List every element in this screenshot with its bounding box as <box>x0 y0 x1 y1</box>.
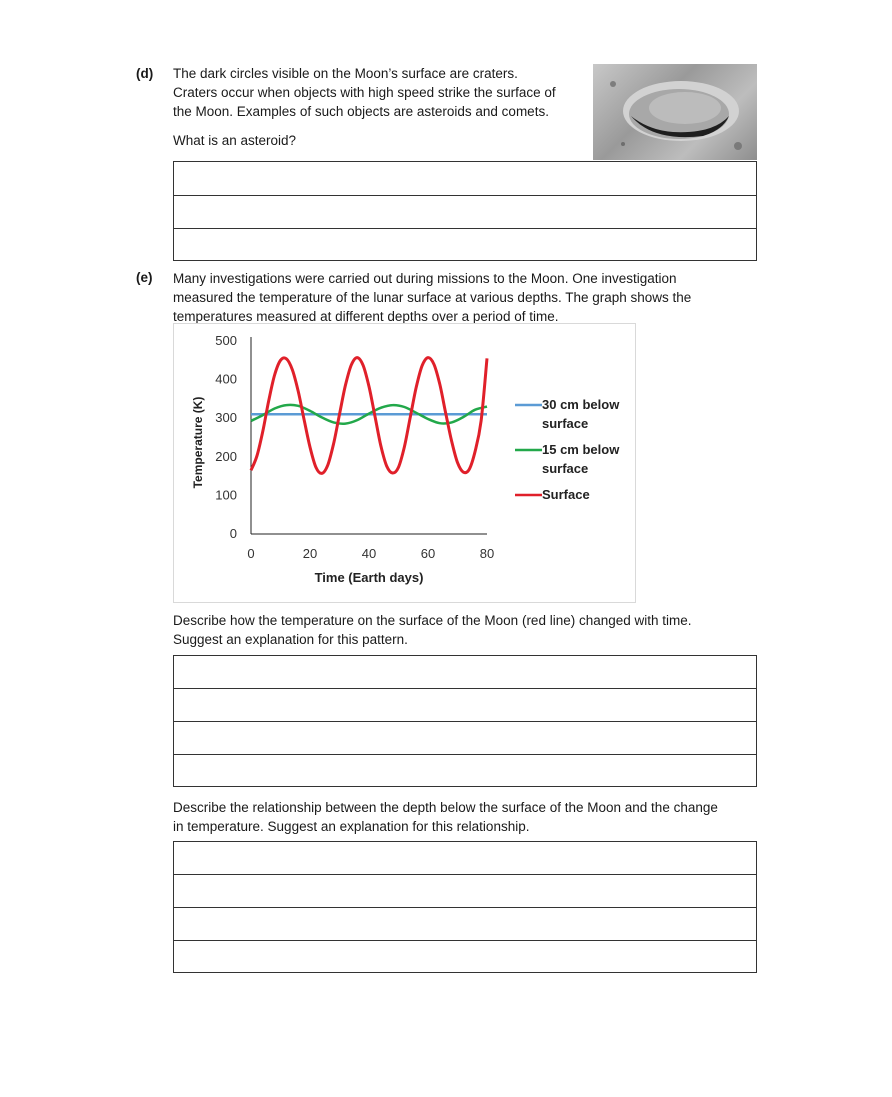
question-e-prompt-1 <box>173 611 763 649</box>
answer-line <box>174 228 756 229</box>
answer-line <box>174 721 756 722</box>
answer-line <box>174 688 756 689</box>
answer-line <box>174 940 756 941</box>
prompt-1-line: Suggest an explanation for this pattern. <box>173 632 408 647</box>
legend-label: surface <box>542 461 589 476</box>
y-tick-label: 100 <box>215 487 237 503</box>
question-d-text <box>173 64 583 121</box>
question-e-line: Many investigations were carried out during missions to the Moon. One investigation <box>173 271 677 286</box>
answer-line <box>174 195 756 196</box>
legend-label: surface <box>542 416 589 431</box>
y-axis-label: Temperature (K) <box>191 396 205 489</box>
y-tick-label: 0 <box>229 526 237 541</box>
question-d-label: (d) <box>136 66 154 81</box>
crater-illustration <box>593 64 757 160</box>
answer-box-d[interactable] <box>173 161 757 261</box>
chart-frame <box>173 323 636 603</box>
y-tick-label: 300 <box>215 410 237 426</box>
temperature-chart <box>174 324 635 602</box>
x-tick-label: 0 <box>247 546 255 561</box>
legend-label: Surface <box>542 487 590 502</box>
x-tick-label: 60 <box>420 546 436 561</box>
question-e-text <box>173 269 763 326</box>
question-d-line: the Moon. Examples of such objects are asteroids and comets. <box>173 104 549 119</box>
answer-line <box>174 754 756 755</box>
x-tick-label: 40 <box>361 546 377 561</box>
answer-box-e2[interactable] <box>173 841 757 973</box>
question-e-prompt-2 <box>173 798 773 836</box>
question-e-label: (e) <box>136 270 153 285</box>
answer-line <box>174 907 756 908</box>
answer-line <box>174 874 756 875</box>
question-e-line: temperatures measured at different depths over a period of time. <box>173 309 559 324</box>
legend-label: 30 cm below <box>542 397 620 412</box>
question-d-line: Craters occur when objects with high speed strike the surface of <box>173 85 556 100</box>
prompt-2-line: Describe the relationship between the depth below the surface of the Moon and the change <box>173 800 718 815</box>
y-tick-label: 400 <box>215 371 237 387</box>
x-tick-label: 80 <box>479 546 495 561</box>
question-d-prompt: What is an asteroid? <box>173 133 297 148</box>
x-tick-label: 20 <box>302 546 318 561</box>
question-d-line: The dark circles visible on the Moon’s surface are craters. <box>173 66 518 81</box>
prompt-1-line: Describe how the temperature on the surface of the Moon (red line) changed with time. <box>173 613 692 628</box>
y-tick-label: 500 <box>215 333 237 348</box>
answer-box-e1[interactable] <box>173 655 757 787</box>
x-axis-label: Time (Earth days) <box>314 570 424 585</box>
prompt-2-line: in temperature. Suggest an explanation for this relationship. <box>173 819 530 834</box>
y-tick-label: 200 <box>215 448 237 464</box>
question-e-line: measured the temperature of the lunar surface at various depths. The graph shows the <box>173 290 692 305</box>
legend-label: 15 cm below <box>542 442 620 457</box>
crater-photo <box>593 64 757 160</box>
